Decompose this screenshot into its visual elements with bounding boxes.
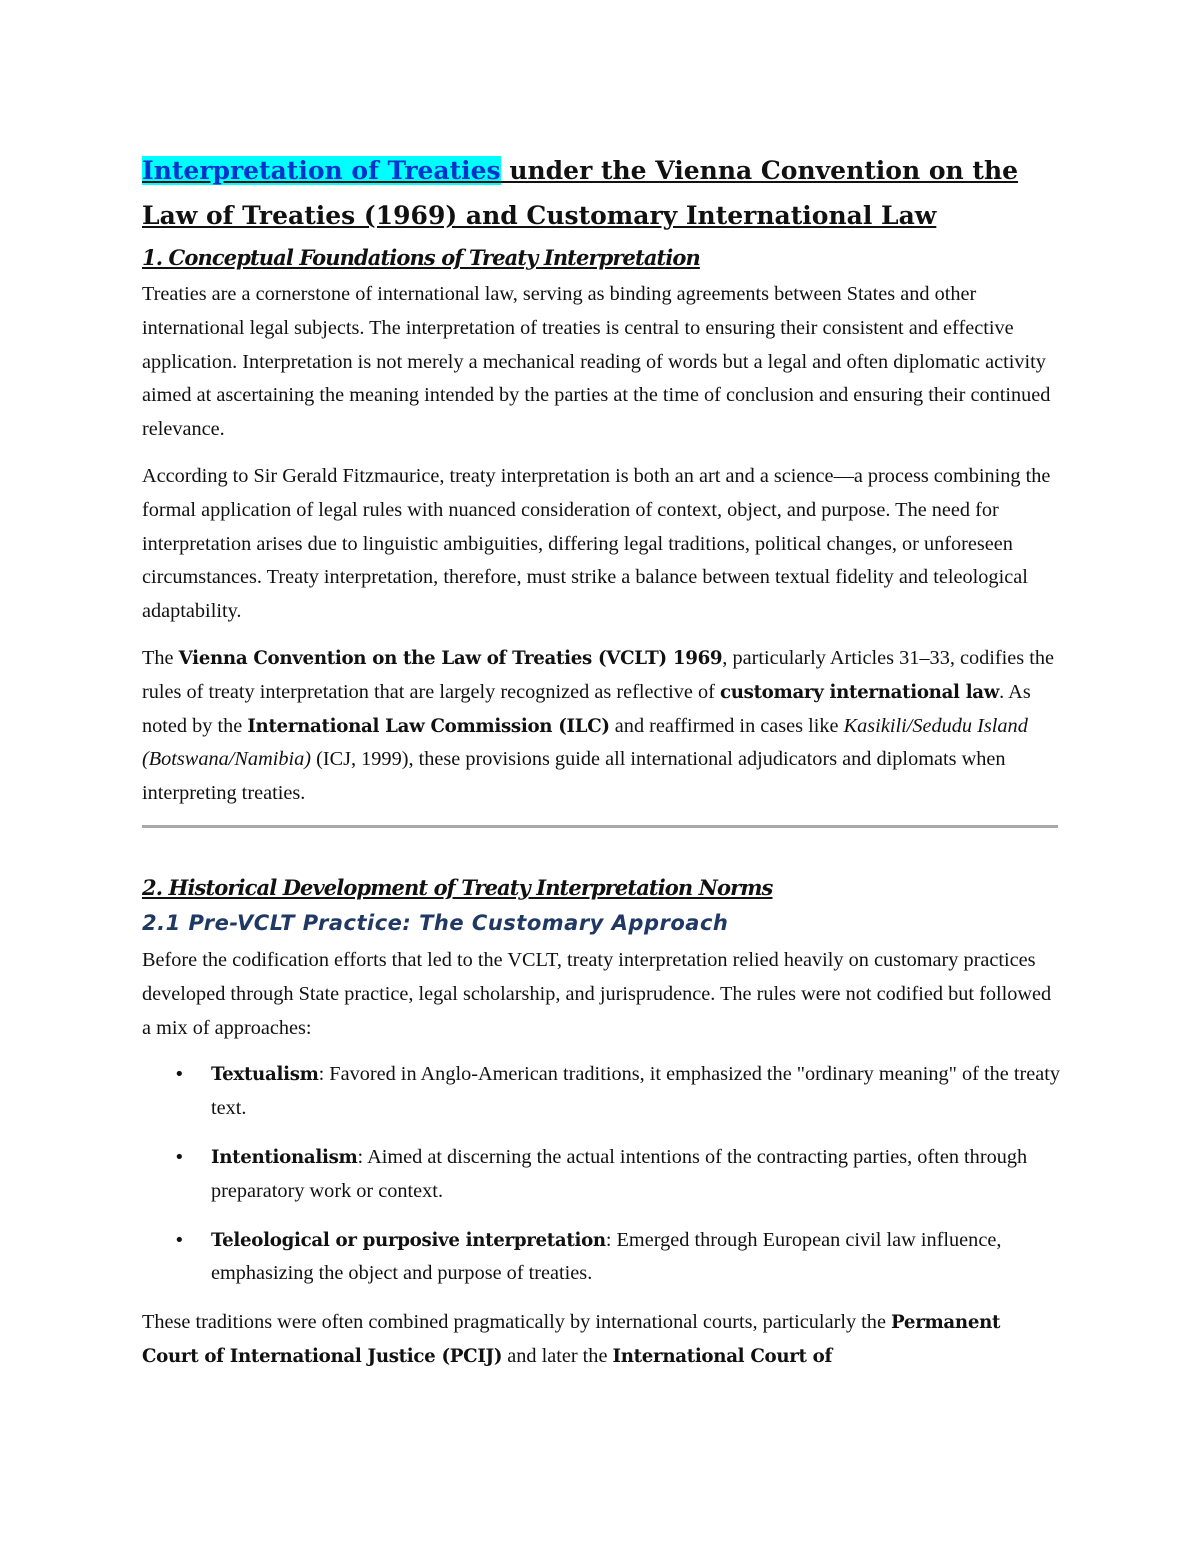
p3-italic-case-name: Kasikili/Sedudu Island (Botswana/Namibia) [142,714,1028,771]
list-item-text: : Aimed at discerning the actual intentions of the contracting parties, often through preparatory work or context. [211,1145,1028,1202]
list-item [142,1141,1060,1209]
p3-text-1: The [142,646,179,669]
p3-text-5: (ICJ, 1999), these provisions guide all international adjudicators and diplomats when interpreting treaties. [142,748,1006,805]
document-title [142,148,1060,238]
list-item [142,1224,1060,1292]
title-highlighted-text[interactable]: Interpretation of Treaties [142,156,501,185]
p3-text-4: and reaffirmed in cases like [609,714,844,737]
p3-bold-ilc: International Law Commission (ILC) [247,715,610,737]
section-2-paragraph-2 [142,1306,1060,1374]
list-item-term: Textualism [211,1064,319,1086]
section-1-paragraph-2: According to Sir Gerald Fitzmaurice, treaty interpretation is both an art and a science—a process combining the formal application of legal rules with nuanced consideration of context, object, and purpose. The need for interpretation arises due to linguistic ambiguities, differing legal traditions, political changes, or unforeseen circumstances. Treaty interpretation, therefore, must strike a balance between textual fidelity and teleological adaptability. [142,464,1051,623]
p3-text-2: , particularly Articles 31–33, codifies the rules of treaty interpretation that are largely recognized as reflective of [142,646,1055,703]
section-1-paragraph-1: Treaties are a cornerstone of international law, serving as binding agreements between States and other international legal subjects. The interpretation of treaties is central to ensuring their consistent and effective application. Interpretation is not merely a mechanical reading of words but a legal and often diplomatic activity aimed at ascertaining the meaning intended by the parties at the time of conclusion and ensuring their continued relevance. [142,283,1051,441]
section-1-paragraph-3 [142,642,1060,811]
p-text-2: and later the [502,1344,613,1367]
p3-bold-customary-law: customary international law [719,681,1000,703]
list-item-text: : Favored in Anglo-American traditions, it emphasized the "ordinary meaning" of the treaty text. [211,1063,1060,1120]
section-2-heading: 2. Historical Development of Treaty Interpretation Norms [142,874,773,900]
bullet-marker: • [174,1229,185,1251]
p3-text-3: . As noted by the [142,680,1031,737]
document-body [142,148,1060,1387]
bullet-marker: • [174,1146,185,1168]
approaches-list [142,1058,1060,1291]
p3-bold-vclt: Vienna Convention on the Law of Treaties (VCLT) 1969 [178,647,723,669]
p-text-1: These traditions were often combined pragmatically by international courts, particularly the [142,1311,892,1334]
p-bold-icj: International Court of [612,1345,833,1367]
title-rest-text: under the Vienna Convention on the Law of Treaties (1969) and Customary International Law [142,156,1019,230]
p-bold-pcij: Permanent Court of International Justice (PCIJ) [142,1312,1001,1367]
horizontal-divider [142,825,1058,828]
list-item-term: Teleological or purposive interpretation [211,1229,606,1251]
bullet-marker: • [174,1064,185,1086]
list-item-term: Intentionalism [211,1146,358,1168]
list-item [142,1058,1060,1126]
section-1-heading: 1. Conceptual Foundations of Treaty Interpretation [142,245,700,270]
section-2-paragraph-1: Before the codification efforts that led to the VCLT, treaty interpretation relied heavily on customary practices developed through State practice, legal scholarship, and jurisprudence. The rules were not codified but followed a mix of approaches: [142,948,1052,1039]
section-2-1-subheading: 2.1 Pre-VCLT Practice: The Customary Approach [142,910,729,935]
list-item-text: : Emerged through European civil law influence, emphasizing the object and purpose of treaties. [211,1228,1002,1285]
